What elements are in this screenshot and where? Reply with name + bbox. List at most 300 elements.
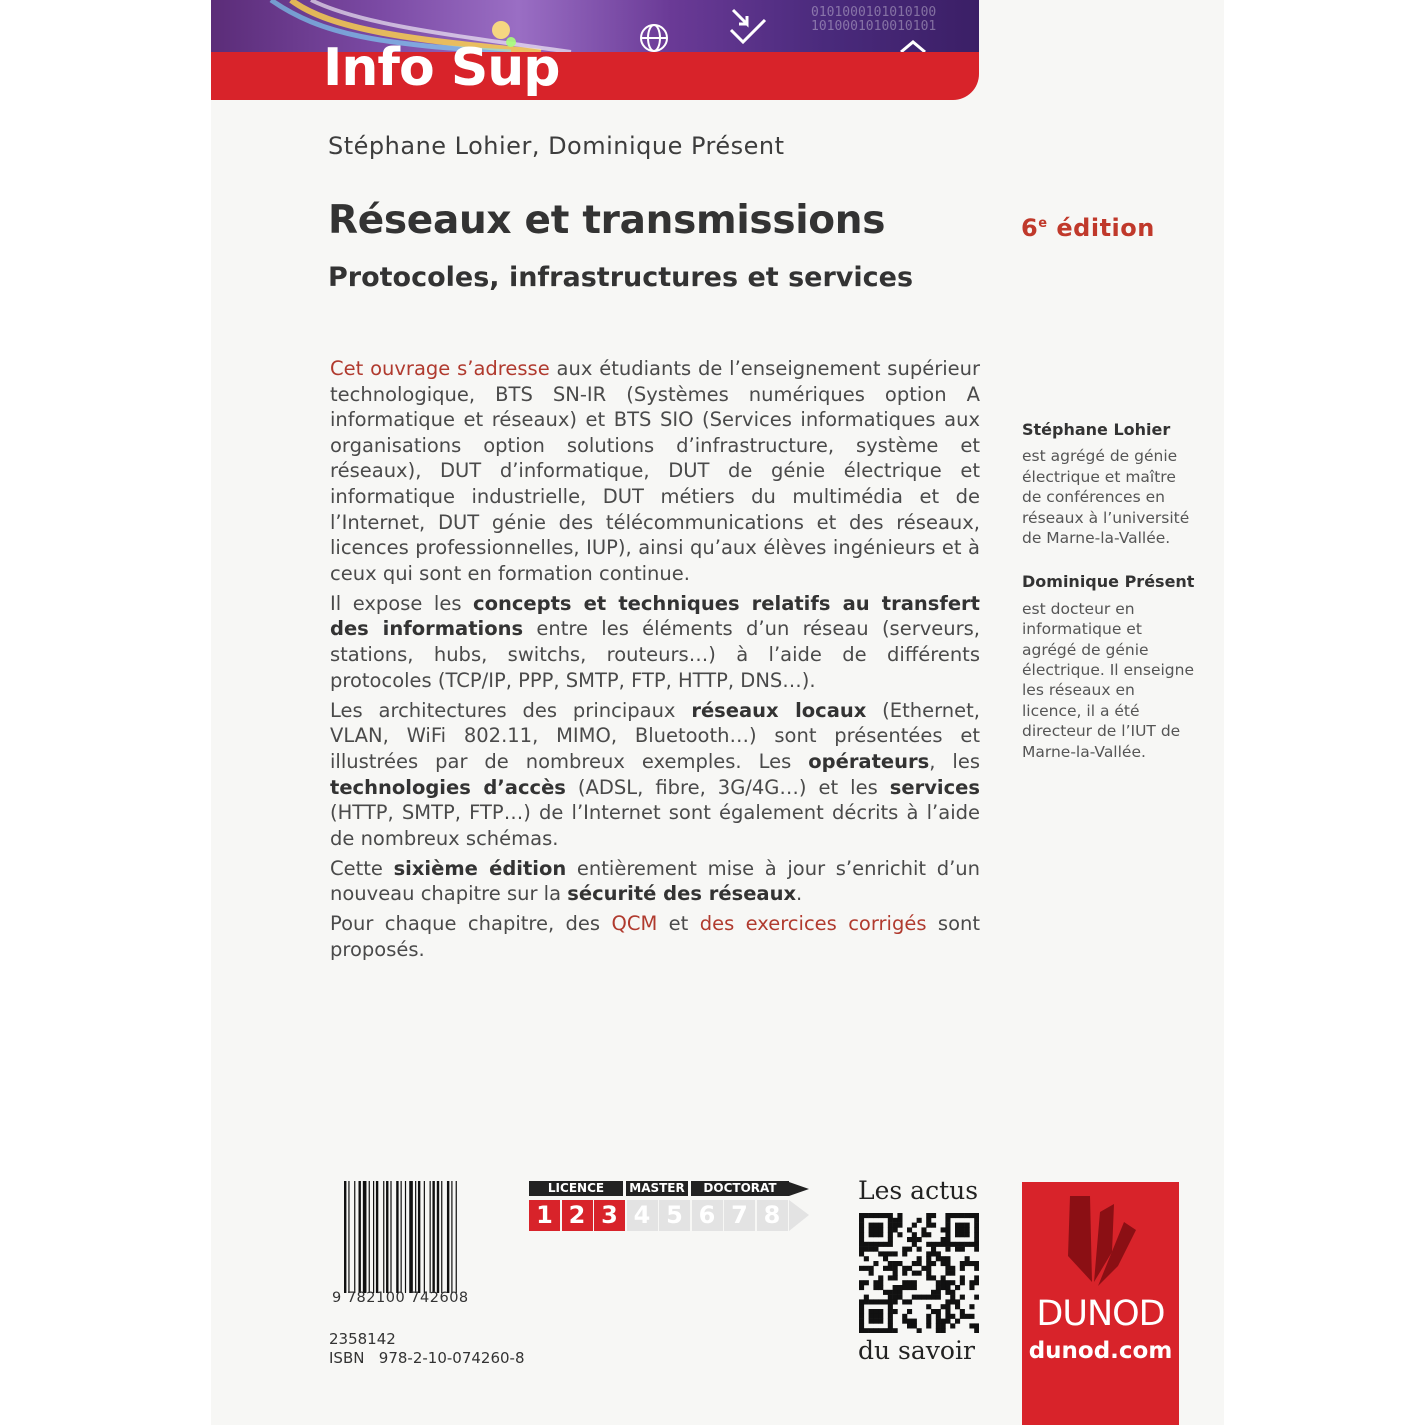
qr-module: [907, 1280, 912, 1285]
level-number-7: 7: [724, 1200, 755, 1231]
qr-module: [902, 1299, 907, 1304]
book-title: Réseaux et transmissions: [328, 198, 886, 243]
globe-icon: [641, 25, 667, 51]
qr-module: [936, 1280, 941, 1285]
qr-module: [869, 1328, 874, 1333]
qr-module: [921, 1295, 926, 1300]
qr-module: [936, 1256, 941, 1261]
qr-module: [888, 1213, 893, 1218]
qr-module: [945, 1266, 950, 1271]
qr-module: [965, 1256, 970, 1261]
qr-module: [907, 1319, 912, 1324]
qr-module: [878, 1285, 883, 1290]
qr-module: [945, 1314, 950, 1319]
qr-module: [878, 1319, 883, 1324]
book-back-cover: [211, 0, 1224, 1425]
level-number-3: 3: [594, 1200, 625, 1231]
qr-module: [883, 1213, 888, 1218]
qr-module: [965, 1232, 970, 1237]
qr-module: [945, 1218, 950, 1223]
qr-module: [893, 1223, 898, 1228]
qr-module: [869, 1242, 874, 1247]
qr-module: [912, 1237, 917, 1242]
download-icon: [731, 10, 765, 42]
qr-module: [873, 1319, 878, 1324]
qr-module: [931, 1223, 936, 1228]
qr-module: [888, 1290, 893, 1295]
qr-module: [917, 1256, 922, 1261]
qr-module: [859, 1319, 864, 1324]
qr-module: [950, 1299, 955, 1304]
qr-module: [888, 1261, 893, 1266]
qr-module: [945, 1304, 950, 1309]
qr-module: [941, 1285, 946, 1290]
qr-module: [960, 1232, 965, 1237]
qr-module: [883, 1299, 888, 1304]
qr-module: [960, 1242, 965, 1247]
barcode-bar: [401, 1181, 402, 1293]
qr-module: [974, 1232, 979, 1237]
qr-module: [965, 1227, 970, 1232]
qr-module: [917, 1237, 922, 1242]
qr-module: [921, 1266, 926, 1271]
barcode-bar: [432, 1181, 434, 1293]
qr-module: [859, 1213, 864, 1218]
qr-module: [931, 1213, 936, 1218]
qr-module: [955, 1304, 960, 1309]
description-paragraph: Cet ouvrage s’adresse aux étudiants de l’enseignement supérieur technologique, BTS SN-IR (Systèmes numériques option A informatique et réseaux) et BTS SIO (Services informatiques aux organisations option solutions d’infrastructure, système et réseaux), DUT d’informatique, DUT de génie électrique et informatique industrielle, DUT métiers du multimédia et de l’Internet, DUT génie des télécommunications et des réseaux, licences professionnelles, IUP), ainsi qu’aux élèves ingénieurs et à ceux qui sont en formation continue.: [330, 357, 981, 585]
qr-module: [974, 1261, 979, 1266]
qr-module: [859, 1323, 864, 1328]
qr-module: [936, 1309, 941, 1314]
qr-module: [950, 1314, 955, 1319]
description-paragraph: Il expose les concepts et techniques relatifs au transfert des informations entre les éléments d’un réseau (serveurs, stations, hubs, switchs, routeurs…) à l’aide de différents protocoles (TCP/IP, PPP, SMTP, FTP, HTTP, DNS…).: [330, 591, 980, 692]
qr-module: [869, 1309, 874, 1314]
qr-module: [955, 1223, 960, 1228]
qr-module: [888, 1275, 893, 1280]
barcode-bar: [386, 1181, 388, 1293]
level-arrow-icon: [789, 1181, 811, 1231]
qr-module: [960, 1223, 965, 1228]
qr-module: [873, 1299, 878, 1304]
qr-module: [931, 1295, 936, 1300]
qr-module: [965, 1314, 970, 1319]
qr-module: [864, 1242, 869, 1247]
qr-module: [859, 1280, 864, 1285]
barcode-bar: [405, 1181, 406, 1293]
level-label-master: MASTER: [626, 1181, 688, 1196]
qr-module: [897, 1290, 902, 1295]
qr-module: [941, 1328, 946, 1333]
qr-module: [859, 1232, 864, 1237]
qr-module: [859, 1285, 864, 1290]
qr-module: [945, 1271, 950, 1276]
qr-module: [931, 1261, 936, 1266]
qr-module: [902, 1271, 907, 1276]
qr-module: [912, 1323, 917, 1328]
qr-module: [897, 1261, 902, 1266]
qr-module: [907, 1285, 912, 1290]
qr-module: [969, 1261, 974, 1266]
qr-module: [955, 1213, 960, 1218]
barcode-bar: [424, 1181, 425, 1293]
book-subtitle: Protocoles, infrastructures et services: [328, 262, 914, 293]
qr-module: [955, 1285, 960, 1290]
qr-module: [869, 1266, 874, 1271]
qr-module: [945, 1261, 950, 1266]
qr-module: [864, 1256, 869, 1261]
barcode-bar: [354, 1181, 355, 1293]
qr-module: [974, 1223, 979, 1228]
qr-module: [926, 1319, 931, 1324]
qr-module: [878, 1299, 883, 1304]
qr-module: [907, 1299, 912, 1304]
qr-module: [902, 1314, 907, 1319]
qr-module: [878, 1280, 883, 1285]
qr-module: [878, 1232, 883, 1237]
qr-module: [859, 1242, 864, 1247]
qr-module: [902, 1319, 907, 1324]
qr-module: [907, 1323, 912, 1328]
qr-module: [859, 1247, 864, 1252]
qr-module: [941, 1280, 946, 1285]
qr-module: [926, 1261, 931, 1266]
barcode-bar: [376, 1181, 378, 1293]
qr-module: [931, 1251, 936, 1256]
qr-module: [955, 1319, 960, 1324]
qr-module: [893, 1309, 898, 1314]
qr-module: [873, 1280, 878, 1285]
qr-module: [888, 1232, 893, 1237]
author-bio: [1022, 572, 1197, 762]
qr-module: [869, 1227, 874, 1232]
qr-module: [869, 1213, 874, 1218]
qr-module: [888, 1227, 893, 1232]
qr-module: [888, 1319, 893, 1324]
qr-module: [936, 1295, 941, 1300]
qr-module: [950, 1271, 955, 1276]
qr-module: [941, 1323, 946, 1328]
qr-code[interactable]: [859, 1213, 979, 1333]
barcode-bar: [390, 1181, 391, 1293]
qr-module: [869, 1232, 874, 1237]
qr-module: [974, 1266, 979, 1271]
qr-module: [873, 1314, 878, 1319]
qr-module: [893, 1275, 898, 1280]
qr-module: [897, 1213, 902, 1218]
qr-module: [926, 1323, 931, 1328]
level-number-2: 2: [562, 1200, 593, 1231]
qr-module: [941, 1242, 946, 1247]
publisher-url[interactable]: dunod.com: [1028, 1338, 1173, 1364]
level-number-6: 6: [692, 1200, 723, 1231]
author-bio-text: est docteur en informatique et agrégé de génie électrique. Il enseigne les réseaux en licence, il a été directeur de l’IUT de Marne-la-Vallée.: [1022, 599, 1194, 761]
qr-module: [974, 1242, 979, 1247]
qr-module: [945, 1237, 950, 1242]
description-paragraph: Les architectures des principaux réseaux locaux (Ethernet, VLAN, WiFi 802.11, MIMO, Bluetooth…) sont présentées et illustrées par de nombreux exemples. Les opérateurs, les technologies d’accès (ADSL, fibre, 3G/4G…) et les services (HTTP, SMTP, FTP…) de l’Internet sont également décrits à l’aide de nombreux schémas.: [330, 698, 980, 850]
qr-module: [893, 1218, 898, 1223]
qr-module: [960, 1266, 965, 1271]
qr-module: [926, 1232, 931, 1237]
qr-module: [902, 1285, 907, 1290]
home-icon: [901, 42, 925, 52]
qr-module: [941, 1319, 946, 1324]
qr-module: [950, 1242, 955, 1247]
qr-module: [864, 1280, 869, 1285]
qr-module: [888, 1328, 893, 1333]
barcode-bar: [369, 1181, 370, 1293]
product-code: 2358142: [329, 1330, 396, 1348]
qr-module: [864, 1213, 869, 1218]
qr-module: [859, 1266, 864, 1271]
qr-module: [883, 1290, 888, 1295]
qr-module: [969, 1314, 974, 1319]
qr-module: [917, 1247, 922, 1252]
qr-module: [936, 1242, 941, 1247]
author-name: Stéphane Lohier: [1022, 420, 1171, 439]
qr-module: [907, 1266, 912, 1271]
qr-module: [931, 1275, 936, 1280]
qr-module: [941, 1261, 946, 1266]
actus-caption-bottom: du savoir: [858, 1336, 975, 1365]
edition-label: 6e édition: [1021, 214, 1155, 242]
publisher-name: DUNOD: [1036, 1294, 1165, 1334]
qr-module: [969, 1285, 974, 1290]
qr-module: [873, 1242, 878, 1247]
qr-module: [926, 1275, 931, 1280]
qr-module: [864, 1299, 869, 1304]
qr-module: [965, 1223, 970, 1228]
qr-module: [893, 1285, 898, 1290]
qr-module: [917, 1328, 922, 1333]
qr-module: [974, 1237, 979, 1242]
qr-module: [960, 1213, 965, 1218]
level-number-8: 8: [757, 1200, 788, 1231]
qr-module: [902, 1251, 907, 1256]
barcode-bar: [415, 1181, 416, 1293]
qr-module: [902, 1280, 907, 1285]
qr-module: [873, 1213, 878, 1218]
qr-module: [883, 1256, 888, 1261]
qr-module: [912, 1261, 917, 1266]
qr-module: [926, 1256, 931, 1261]
barcode-bar: [430, 1181, 431, 1293]
isbn-line: ISBN 978-2-10-074260-8: [329, 1349, 525, 1367]
qr-module: [869, 1247, 874, 1252]
qr-module: [907, 1227, 912, 1232]
qr-module: [945, 1213, 950, 1218]
qr-module: [955, 1232, 960, 1237]
qr-module: [859, 1223, 864, 1228]
qr-module: [926, 1314, 931, 1319]
qr-module: [917, 1271, 922, 1276]
qr-module: [912, 1232, 917, 1237]
barcode-bar: [456, 1181, 457, 1293]
qr-module: [912, 1223, 917, 1228]
qr-module: [921, 1232, 926, 1237]
qr-module: [878, 1251, 883, 1256]
qr-module: [869, 1314, 874, 1319]
qr-module: [897, 1295, 902, 1300]
qr-module: [926, 1223, 931, 1228]
qr-module: [893, 1299, 898, 1304]
qr-module: [926, 1213, 931, 1218]
qr-module: [974, 1280, 979, 1285]
qr-module: [893, 1328, 898, 1333]
qr-module: [888, 1251, 893, 1256]
qr-module: [965, 1242, 970, 1247]
qr-module: [941, 1304, 946, 1309]
level-label-doctorat: DOCTORAT: [691, 1181, 789, 1196]
qr-module: [888, 1223, 893, 1228]
qr-module: [883, 1266, 888, 1271]
barcode-bar: [373, 1181, 374, 1293]
qr-module: [936, 1251, 941, 1256]
book-description: [330, 356, 980, 967]
qr-module: [897, 1218, 902, 1223]
qr-module: [926, 1266, 931, 1271]
level-number-4: 4: [627, 1200, 658, 1231]
qr-module: [974, 1247, 979, 1252]
qr-module: [869, 1299, 874, 1304]
barcode-bar: [383, 1181, 384, 1293]
qr-module: [878, 1242, 883, 1247]
qr-module: [945, 1223, 950, 1228]
qr-module: [955, 1242, 960, 1247]
qr-module: [974, 1295, 979, 1300]
actus-caption-top: Les actus: [858, 1176, 979, 1205]
qr-module: [960, 1247, 965, 1252]
qr-module: [945, 1247, 950, 1252]
barcode-bar: [348, 1181, 349, 1293]
qr-module: [921, 1227, 926, 1232]
qr-module: [931, 1247, 936, 1252]
qr-module: [926, 1218, 931, 1223]
qr-module: [864, 1295, 869, 1300]
qr-module: [897, 1232, 902, 1237]
qr-module: [888, 1304, 893, 1309]
barcode-bar: [437, 1181, 439, 1293]
qr-module: [974, 1275, 979, 1280]
qr-module: [917, 1218, 922, 1223]
qr-module: [965, 1213, 970, 1218]
qr-module: [950, 1280, 955, 1285]
qr-module: [873, 1247, 878, 1252]
qr-module: [873, 1261, 878, 1266]
qr-module: [945, 1232, 950, 1237]
qr-module: [941, 1237, 946, 1242]
qr-module: [912, 1271, 917, 1276]
qr-module: [945, 1285, 950, 1290]
qr-module: [974, 1328, 979, 1333]
qr-module: [859, 1304, 864, 1309]
author-bios: [1022, 420, 1197, 776]
qr-module: [950, 1290, 955, 1295]
level-number-1: 1: [529, 1200, 560, 1231]
qr-module: [941, 1227, 946, 1232]
qr-module: [936, 1285, 941, 1290]
qr-module: [945, 1280, 950, 1285]
qr-module: [893, 1271, 898, 1276]
qr-module: [878, 1314, 883, 1319]
qr-module: [926, 1242, 931, 1247]
qr-module: [878, 1223, 883, 1228]
qr-module: [969, 1323, 974, 1328]
qr-module: [917, 1261, 922, 1266]
qr-module: [859, 1227, 864, 1232]
qr-module: [893, 1290, 898, 1295]
barcode-bar: [409, 1181, 413, 1293]
qr-module: [941, 1256, 946, 1261]
qr-module: [912, 1295, 917, 1300]
qr-module: [888, 1218, 893, 1223]
qr-module: [888, 1237, 893, 1242]
qr-module: [873, 1328, 878, 1333]
barcode-bar: [363, 1181, 367, 1293]
qr-module: [969, 1213, 974, 1218]
qr-module: [883, 1328, 888, 1333]
qr-module: [926, 1304, 931, 1309]
qr-module: [859, 1299, 864, 1304]
qr-module: [859, 1309, 864, 1314]
qr-module: [864, 1247, 869, 1252]
qr-module: [907, 1247, 912, 1252]
qr-module: [945, 1227, 950, 1232]
qr-module: [974, 1227, 979, 1232]
qr-module: [873, 1285, 878, 1290]
barcode-bar: [441, 1181, 442, 1293]
author-bio: [1022, 420, 1197, 548]
qr-module: [902, 1247, 907, 1252]
qr-module: [945, 1309, 950, 1314]
qr-module: [950, 1266, 955, 1271]
qr-module: [945, 1290, 950, 1295]
qr-module: [965, 1261, 970, 1266]
description-paragraph: Cette sixième édition entièrement mise à jour s’enrichit d’un nouveau chapitre sur la sécurité des réseaux.: [330, 856, 980, 906]
qr-module: [960, 1261, 965, 1266]
qr-module: [931, 1309, 936, 1314]
qr-module: [897, 1223, 902, 1228]
qr-module: [955, 1247, 960, 1252]
author-name: Dominique Présent: [1022, 572, 1195, 592]
qr-module: [931, 1290, 936, 1295]
qr-module: [926, 1295, 931, 1300]
qr-module: [878, 1328, 883, 1333]
qr-module: [936, 1290, 941, 1295]
publisher-logo: [1022, 1182, 1179, 1425]
qr-module: [960, 1309, 965, 1314]
qr-module: [878, 1275, 883, 1280]
qr-module: [950, 1323, 955, 1328]
qr-module: [950, 1295, 955, 1300]
qr-module: [888, 1299, 893, 1304]
qr-module: [960, 1314, 965, 1319]
qr-module: [893, 1266, 898, 1271]
barcode-bar: [359, 1181, 361, 1293]
qr-module: [878, 1213, 883, 1218]
qr-module: [955, 1227, 960, 1232]
qr-module: [936, 1323, 941, 1328]
qr-module: [912, 1319, 917, 1324]
qr-module: [931, 1242, 936, 1247]
qr-module: [873, 1227, 878, 1232]
qr-module: [888, 1323, 893, 1328]
barcode-bar: [451, 1181, 452, 1293]
qr-module: [888, 1314, 893, 1319]
barcode-bar: [344, 1181, 346, 1293]
qr-module: [878, 1227, 883, 1232]
qr-module: [969, 1242, 974, 1247]
